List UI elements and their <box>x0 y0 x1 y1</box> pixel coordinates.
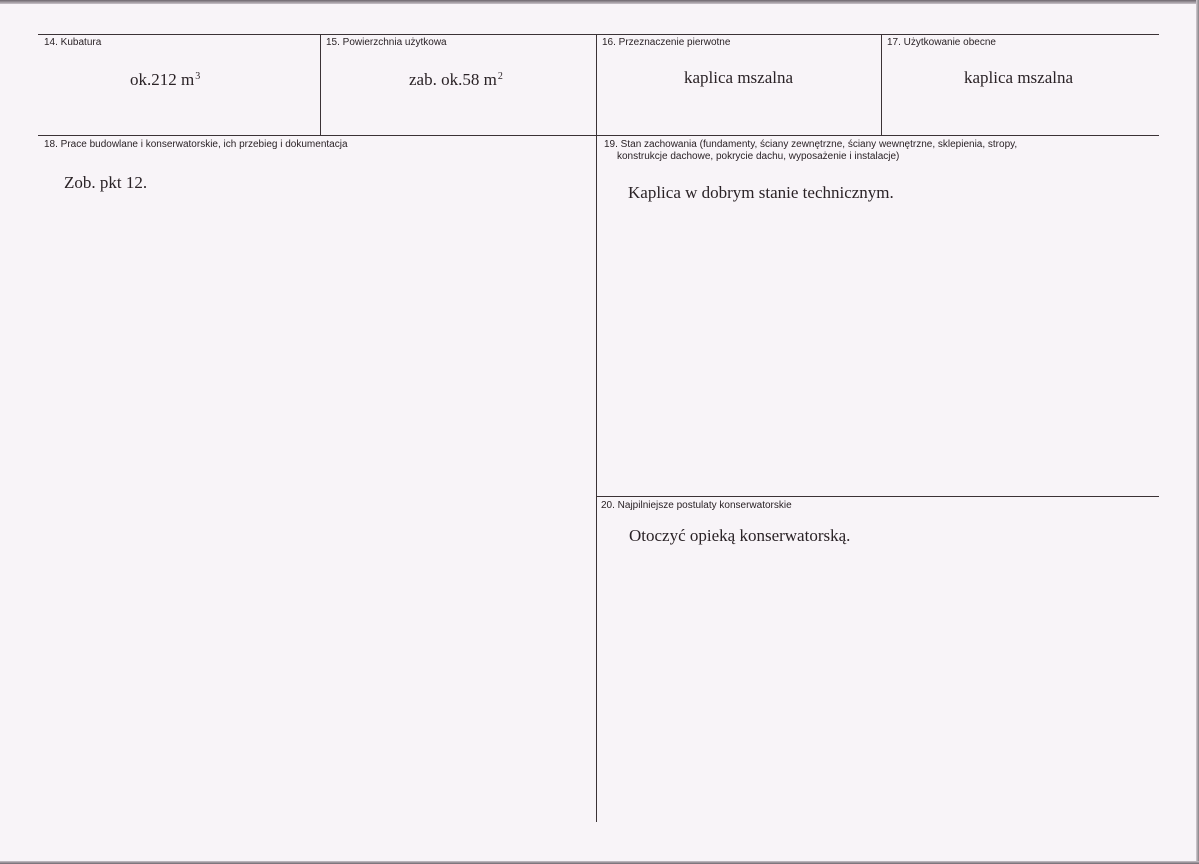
row1-bottom-rule <box>38 135 1159 136</box>
field17-label: 17. Użytkowanie obecne <box>887 37 996 48</box>
divider-14-15 <box>320 34 321 136</box>
field20-label: 20. Najpilniejsze postulaty konserwatorskie <box>601 500 792 511</box>
scan-edge-top <box>0 0 1199 4</box>
field14-value <box>130 70 200 90</box>
field15-value-text: zab. ok.58 m <box>409 70 497 89</box>
divider-main-column <box>596 135 597 822</box>
field14-value-text: ok.212 m <box>130 70 195 89</box>
field15-value-unit-exponent: 2 <box>497 71 503 82</box>
field16-value: kaplica mszalna <box>684 68 794 87</box>
divider-16-17 <box>881 34 882 136</box>
row1-top-rule <box>38 34 1159 35</box>
field20-value: Otoczyć opieką konserwatorską. <box>629 526 851 545</box>
field19-label-line1: 19. Stan zachowania (fundamenty, ściany zewnętrzne, ściany wewnętrzne, sklepienia, stropy, <box>604 139 1018 150</box>
field17-value: kaplica mszalna <box>964 68 1074 87</box>
field20-top-rule <box>596 496 1159 497</box>
field15-value <box>409 70 503 90</box>
field15-label: 15. Powierzchnia użytkowa <box>326 37 447 48</box>
field18-label: 18. Prace budowlane i konserwatorskie, ich przebieg i dokumentacja <box>44 139 348 150</box>
divider-15-16 <box>596 34 597 136</box>
field19-label-line2: konstrukcje dachowe, pokrycie dachu, wyposażenie i instalacje) <box>617 151 900 162</box>
field18-value: Zob. pkt 12. <box>64 173 148 192</box>
field19-label <box>604 139 1154 163</box>
field14-label: 14. Kubatura <box>44 37 102 48</box>
field14-value-unit-exponent: 3 <box>195 71 201 82</box>
field16-label: 16. Przeznaczenie pierwotne <box>602 37 731 48</box>
field19-value: Kaplica w dobrym stanie technicznym. <box>628 183 894 202</box>
